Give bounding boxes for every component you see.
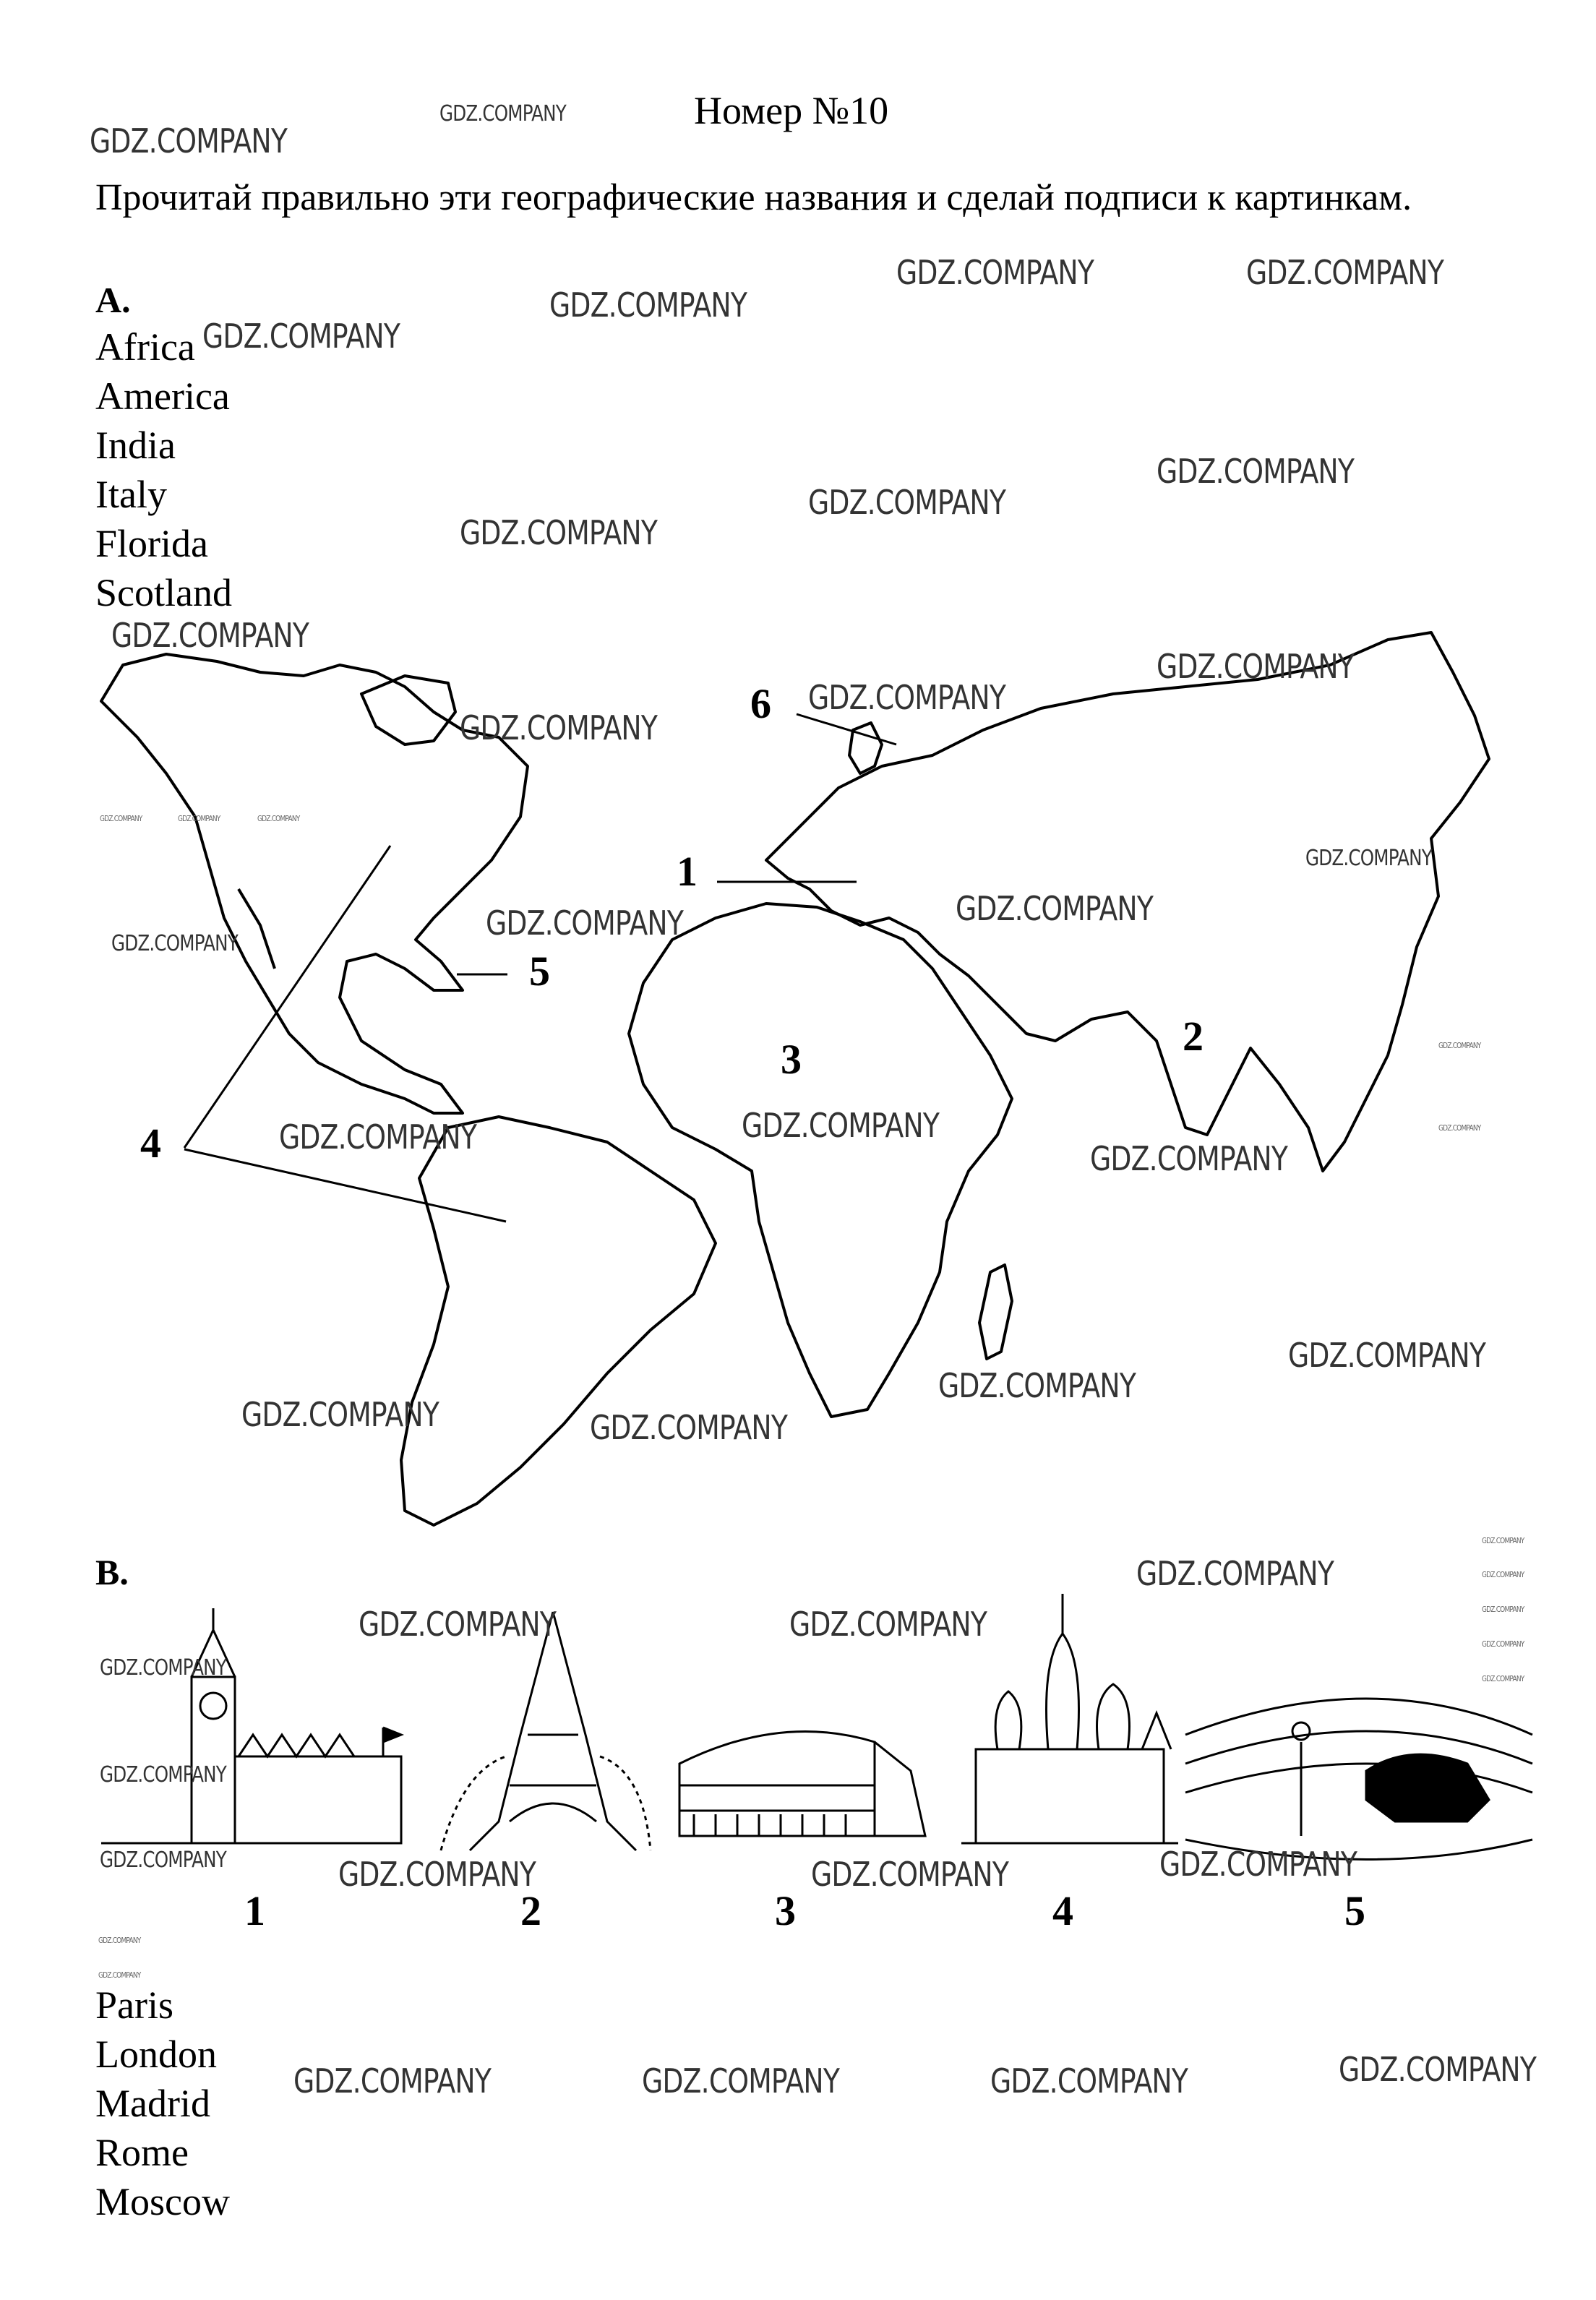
watermark: GDZ.COMPANY xyxy=(1482,1639,1524,1649)
map-label-1: 1 xyxy=(677,848,698,895)
watermark: GDZ.COMPANY xyxy=(938,1366,1136,1405)
watermark: GDZ.COMPANY xyxy=(338,1855,536,1894)
watermark: GDZ.COMPANY xyxy=(808,678,1006,717)
picture-number-5: 5 xyxy=(1344,1887,1365,1934)
watermark: GDZ.COMPANY xyxy=(178,814,220,823)
watermark: GDZ.COMPANY xyxy=(590,1408,788,1447)
watermark: GDZ.COMPANY xyxy=(460,708,658,747)
section-a-label: A. xyxy=(95,280,131,320)
watermark: GDZ.COMPANY xyxy=(1482,1536,1524,1545)
watermark: GDZ.COMPANY xyxy=(808,483,1006,522)
watermark: GDZ.COMPANY xyxy=(1305,846,1432,871)
watermark: GDZ.COMPANY xyxy=(98,1936,141,1945)
word-rome: Rome xyxy=(95,2131,189,2174)
word-london: London xyxy=(95,2033,217,2076)
map-label-2: 2 xyxy=(1183,1013,1204,1060)
watermark: GDZ.COMPANY xyxy=(486,904,684,943)
word-india: India xyxy=(95,424,176,467)
map-label-4: 4 xyxy=(140,1120,161,1167)
watermark: GDZ.COMPANY xyxy=(111,931,238,956)
watermark: GDZ.COMPANY xyxy=(111,616,309,655)
watermark: GDZ.COMPANY xyxy=(1159,1845,1357,1884)
big-ben-picture xyxy=(101,1608,401,1843)
word-italy: Italy xyxy=(95,473,167,516)
watermark: GDZ.COMPANY xyxy=(1438,1123,1481,1133)
watermark: GDZ.COMPANY xyxy=(1482,1570,1524,1579)
watermark: GDZ.COMPANY xyxy=(1136,1554,1334,1593)
bullfight-picture xyxy=(1185,1699,1532,1860)
page-title: Номер №10 xyxy=(694,89,889,132)
section-b-label: B. xyxy=(95,1552,129,1592)
watermark: GDZ.COMPANY xyxy=(257,814,300,823)
instruction-text: Прочитай правильно эти географические названия и сделай подписи к картинкам. xyxy=(95,177,1412,218)
word-paris: Paris xyxy=(95,1983,173,2027)
section-b-word-list xyxy=(95,1981,230,2226)
watermark: GDZ.COMPANY xyxy=(1339,2050,1537,2089)
watermark: GDZ.COMPANY xyxy=(1157,452,1355,491)
watermark: GDZ.COMPANY xyxy=(1157,647,1355,686)
watermark: GDZ.COMPANY xyxy=(1438,1041,1481,1050)
colosseum-picture xyxy=(679,1731,925,1836)
word-africa: Africa xyxy=(95,325,195,369)
word-scotland: Scotland xyxy=(95,571,232,614)
watermark: GDZ.COMPANY xyxy=(811,1855,1009,1894)
word-moscow: Moscow xyxy=(95,2180,230,2223)
watermark: GDZ.COMPANY xyxy=(1482,1605,1524,1614)
picture-number-1: 1 xyxy=(244,1887,265,1934)
watermark: GDZ.COMPANY xyxy=(956,889,1154,928)
watermark: GDZ.COMPANY xyxy=(100,814,142,823)
watermark: GDZ.COMPANY xyxy=(293,2061,492,2101)
watermark: GDZ.COMPANY xyxy=(990,2061,1188,2101)
watermark: GDZ.COMPANY xyxy=(1482,1674,1524,1683)
word-america: America xyxy=(95,374,230,418)
watermark: GDZ.COMPANY xyxy=(98,1970,141,1980)
watermark: GDZ.COMPANY xyxy=(359,1605,557,1644)
picture-number-3: 3 xyxy=(775,1887,796,1934)
watermark: GDZ.COMPANY xyxy=(1246,253,1444,292)
watermark: GDZ.COMPANY xyxy=(1288,1336,1486,1375)
watermark: GDZ.COMPANY xyxy=(241,1395,439,1434)
watermark: GDZ.COMPANY xyxy=(642,2061,840,2101)
watermark: GDZ.COMPANY xyxy=(100,1848,226,1873)
word-madrid: Madrid xyxy=(95,2082,210,2125)
watermark: GDZ.COMPANY xyxy=(742,1106,940,1145)
watermark: GDZ.COMPANY xyxy=(100,1762,226,1788)
watermark: GDZ.COMPANY xyxy=(202,317,400,356)
watermark: GDZ.COMPANY xyxy=(439,101,566,126)
word-florida: Florida xyxy=(95,522,208,565)
watermark: GDZ.COMPANY xyxy=(90,121,288,160)
st-basils-cathedral-picture xyxy=(961,1594,1178,1843)
watermark: GDZ.COMPANY xyxy=(100,1655,226,1681)
watermark: GDZ.COMPANY xyxy=(1090,1139,1288,1178)
map-label-6: 6 xyxy=(750,680,771,727)
watermark: GDZ.COMPANY xyxy=(789,1605,987,1644)
watermark: GDZ.COMPANY xyxy=(279,1117,477,1157)
watermark: GDZ.COMPANY xyxy=(460,513,658,552)
watermark: GDZ.COMPANY xyxy=(896,253,1094,292)
picture-number-4: 4 xyxy=(1052,1887,1073,1934)
map-label-5: 5 xyxy=(529,948,550,995)
eiffel-tower-picture xyxy=(441,1612,651,1850)
map-label-3: 3 xyxy=(781,1036,802,1083)
watermark: GDZ.COMPANY xyxy=(549,286,747,325)
picture-number-2: 2 xyxy=(520,1887,541,1934)
